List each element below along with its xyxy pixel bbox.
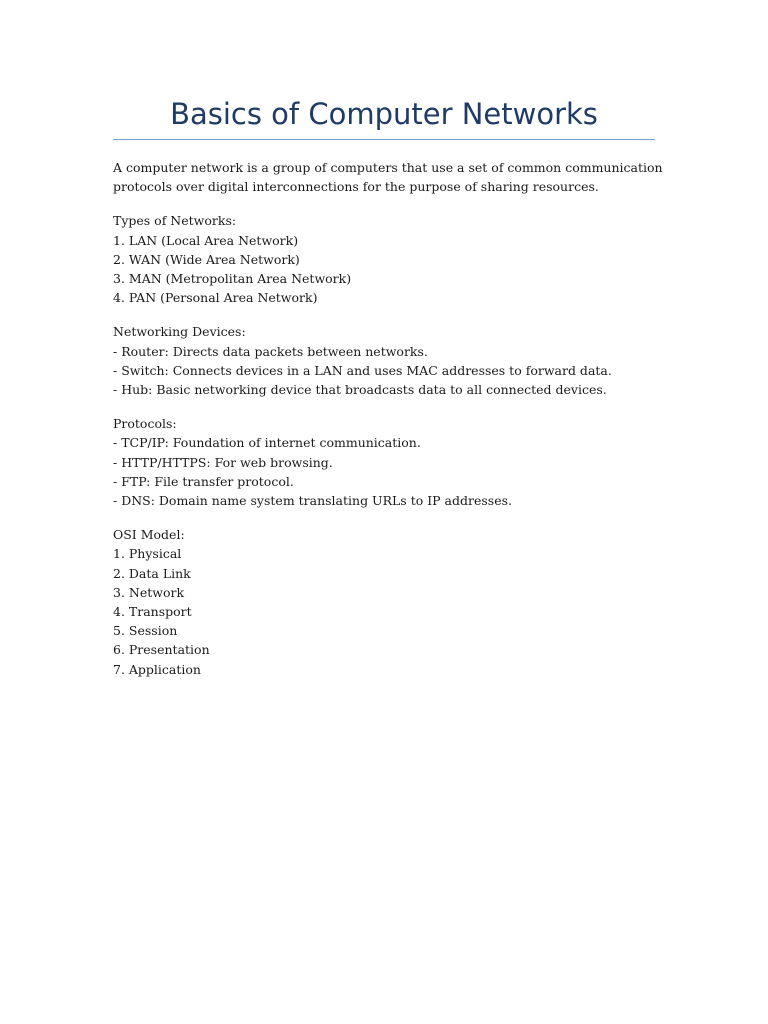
osi-model-section [113, 525, 673, 679]
list-item: - HTTP/HTTPS: For web browsing. [113, 454, 333, 470]
types-of-networks-section [113, 211, 673, 307]
section-heading: Protocols: [113, 416, 177, 432]
list-item: 1. Physical [113, 546, 182, 562]
list-item: 7. Application [113, 661, 201, 677]
protocols-section [113, 414, 673, 510]
list-item: 4. PAN (Personal Area Network) [113, 290, 318, 306]
title-underline [113, 139, 655, 140]
page-title: Basics of Computer Networks [170, 97, 598, 131]
list-item: 6. Presentation [113, 642, 210, 658]
document-body [113, 158, 673, 694]
list-item: - FTP: File transfer protocol. [113, 473, 294, 489]
list-item: 1. LAN (Local Area Network) [113, 232, 299, 248]
list-item: - TCP/IP: Foundation of internet communication. [113, 435, 421, 451]
list-item: - Hub: Basic networking device that broadcasts data to all connected devices. [113, 382, 607, 398]
list-item: 4. Transport [113, 604, 192, 620]
intro-line: protocols over digital interconnections for the purpose of sharing resources. [113, 179, 599, 195]
list-item: - DNS: Domain name system translating URLs to IP addresses. [113, 493, 512, 509]
section-heading: Types of Networks: [113, 213, 237, 229]
list-item: - Switch: Connects devices in a LAN and uses MAC addresses to forward data. [113, 362, 612, 378]
list-item: - Router: Directs data packets between networks. [113, 343, 428, 359]
list-item: 3. MAN (Metropolitan Area Network) [113, 271, 352, 287]
networking-devices-section [113, 322, 673, 399]
list-item: 2. Data Link [113, 565, 191, 581]
intro-paragraph [113, 158, 673, 196]
list-item: 2. WAN (Wide Area Network) [113, 251, 300, 267]
intro-line: A computer network is a group of computers that use a set of common communication [113, 160, 663, 175]
list-item: 3. Network [113, 584, 185, 600]
section-heading: OSI Model: [113, 527, 185, 543]
list-item: 5. Session [113, 623, 178, 639]
section-heading: Networking Devices: [113, 324, 246, 340]
